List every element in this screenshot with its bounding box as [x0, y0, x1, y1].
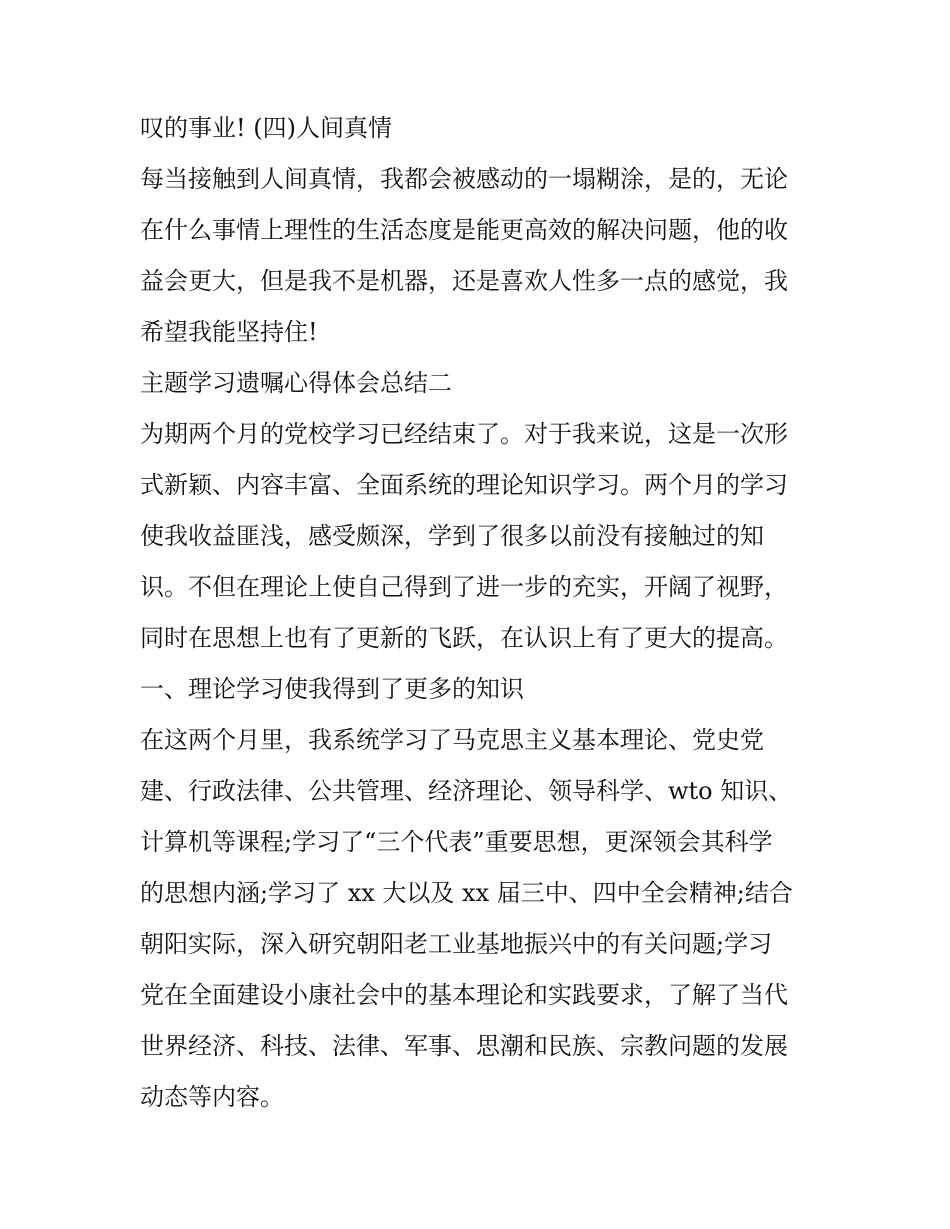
text-line: 使我收益匪浅，感受颇深，学到了很多以前没有接触过的知	[140, 522, 764, 550]
text-line: 世界经济、科技、法律、军事、思潮和民族、宗教问题的发展	[140, 1032, 788, 1060]
text-line: 党在全面建设小康社会中的基本理论和实践要求，了解了当代	[140, 981, 788, 1009]
text-line: 建、行政法律、公共管理、经济理论、领导科学、wto 知识、	[140, 777, 793, 805]
text-line: 希望我能坚持住!	[140, 318, 318, 346]
text-line: 益会更大，但是我不是机器，还是喜欢人性多一点的感觉，我	[140, 267, 788, 295]
text-line: 每当接触到人间真情，我都会被感动的一塌糊涂，是的，无论	[140, 165, 788, 193]
text-line: 的思想内涵;学习了 xx 大以及 xx 届三中、四中全会精神;结合	[140, 879, 793, 907]
text-line: 在什么事情上理性的生活态度是能更高效的解决问题，他的收	[140, 216, 788, 244]
section-heading: 主题学习遗嘱心得体会总结二	[140, 369, 452, 397]
text-line: 在这两个月里，我系统学习了马克思主义基本理论、党史党	[140, 726, 764, 754]
text-line: 识。不但在理论上使自己得到了进一步的充实，开阔了视野，	[140, 573, 788, 601]
text-line: 动态等内容。	[140, 1083, 284, 1111]
subsection-heading: 一、理论学习使我得到了更多的知识	[140, 675, 524, 703]
text-line: 叹的事业! (四)人间真情	[140, 114, 392, 142]
text-line: 式新颖、内容丰富、全面系统的理论知识学习。两个月的学习	[140, 471, 788, 499]
text-line: 为期两个月的党校学习已经结束了。对于我来说，这是一次形	[140, 420, 788, 448]
text-line: 同时在思想上也有了更新的飞跃，在认识上有了更大的提高。	[140, 624, 788, 652]
text-line: 朝阳实际，深入研究朝阳老工业基地振兴中的有关问题;学习	[140, 930, 773, 958]
document-body	[140, 103, 820, 1123]
text-line: 计算机等课程;学习了“三个代表”重要思想，更深领会其科学	[140, 828, 773, 856]
